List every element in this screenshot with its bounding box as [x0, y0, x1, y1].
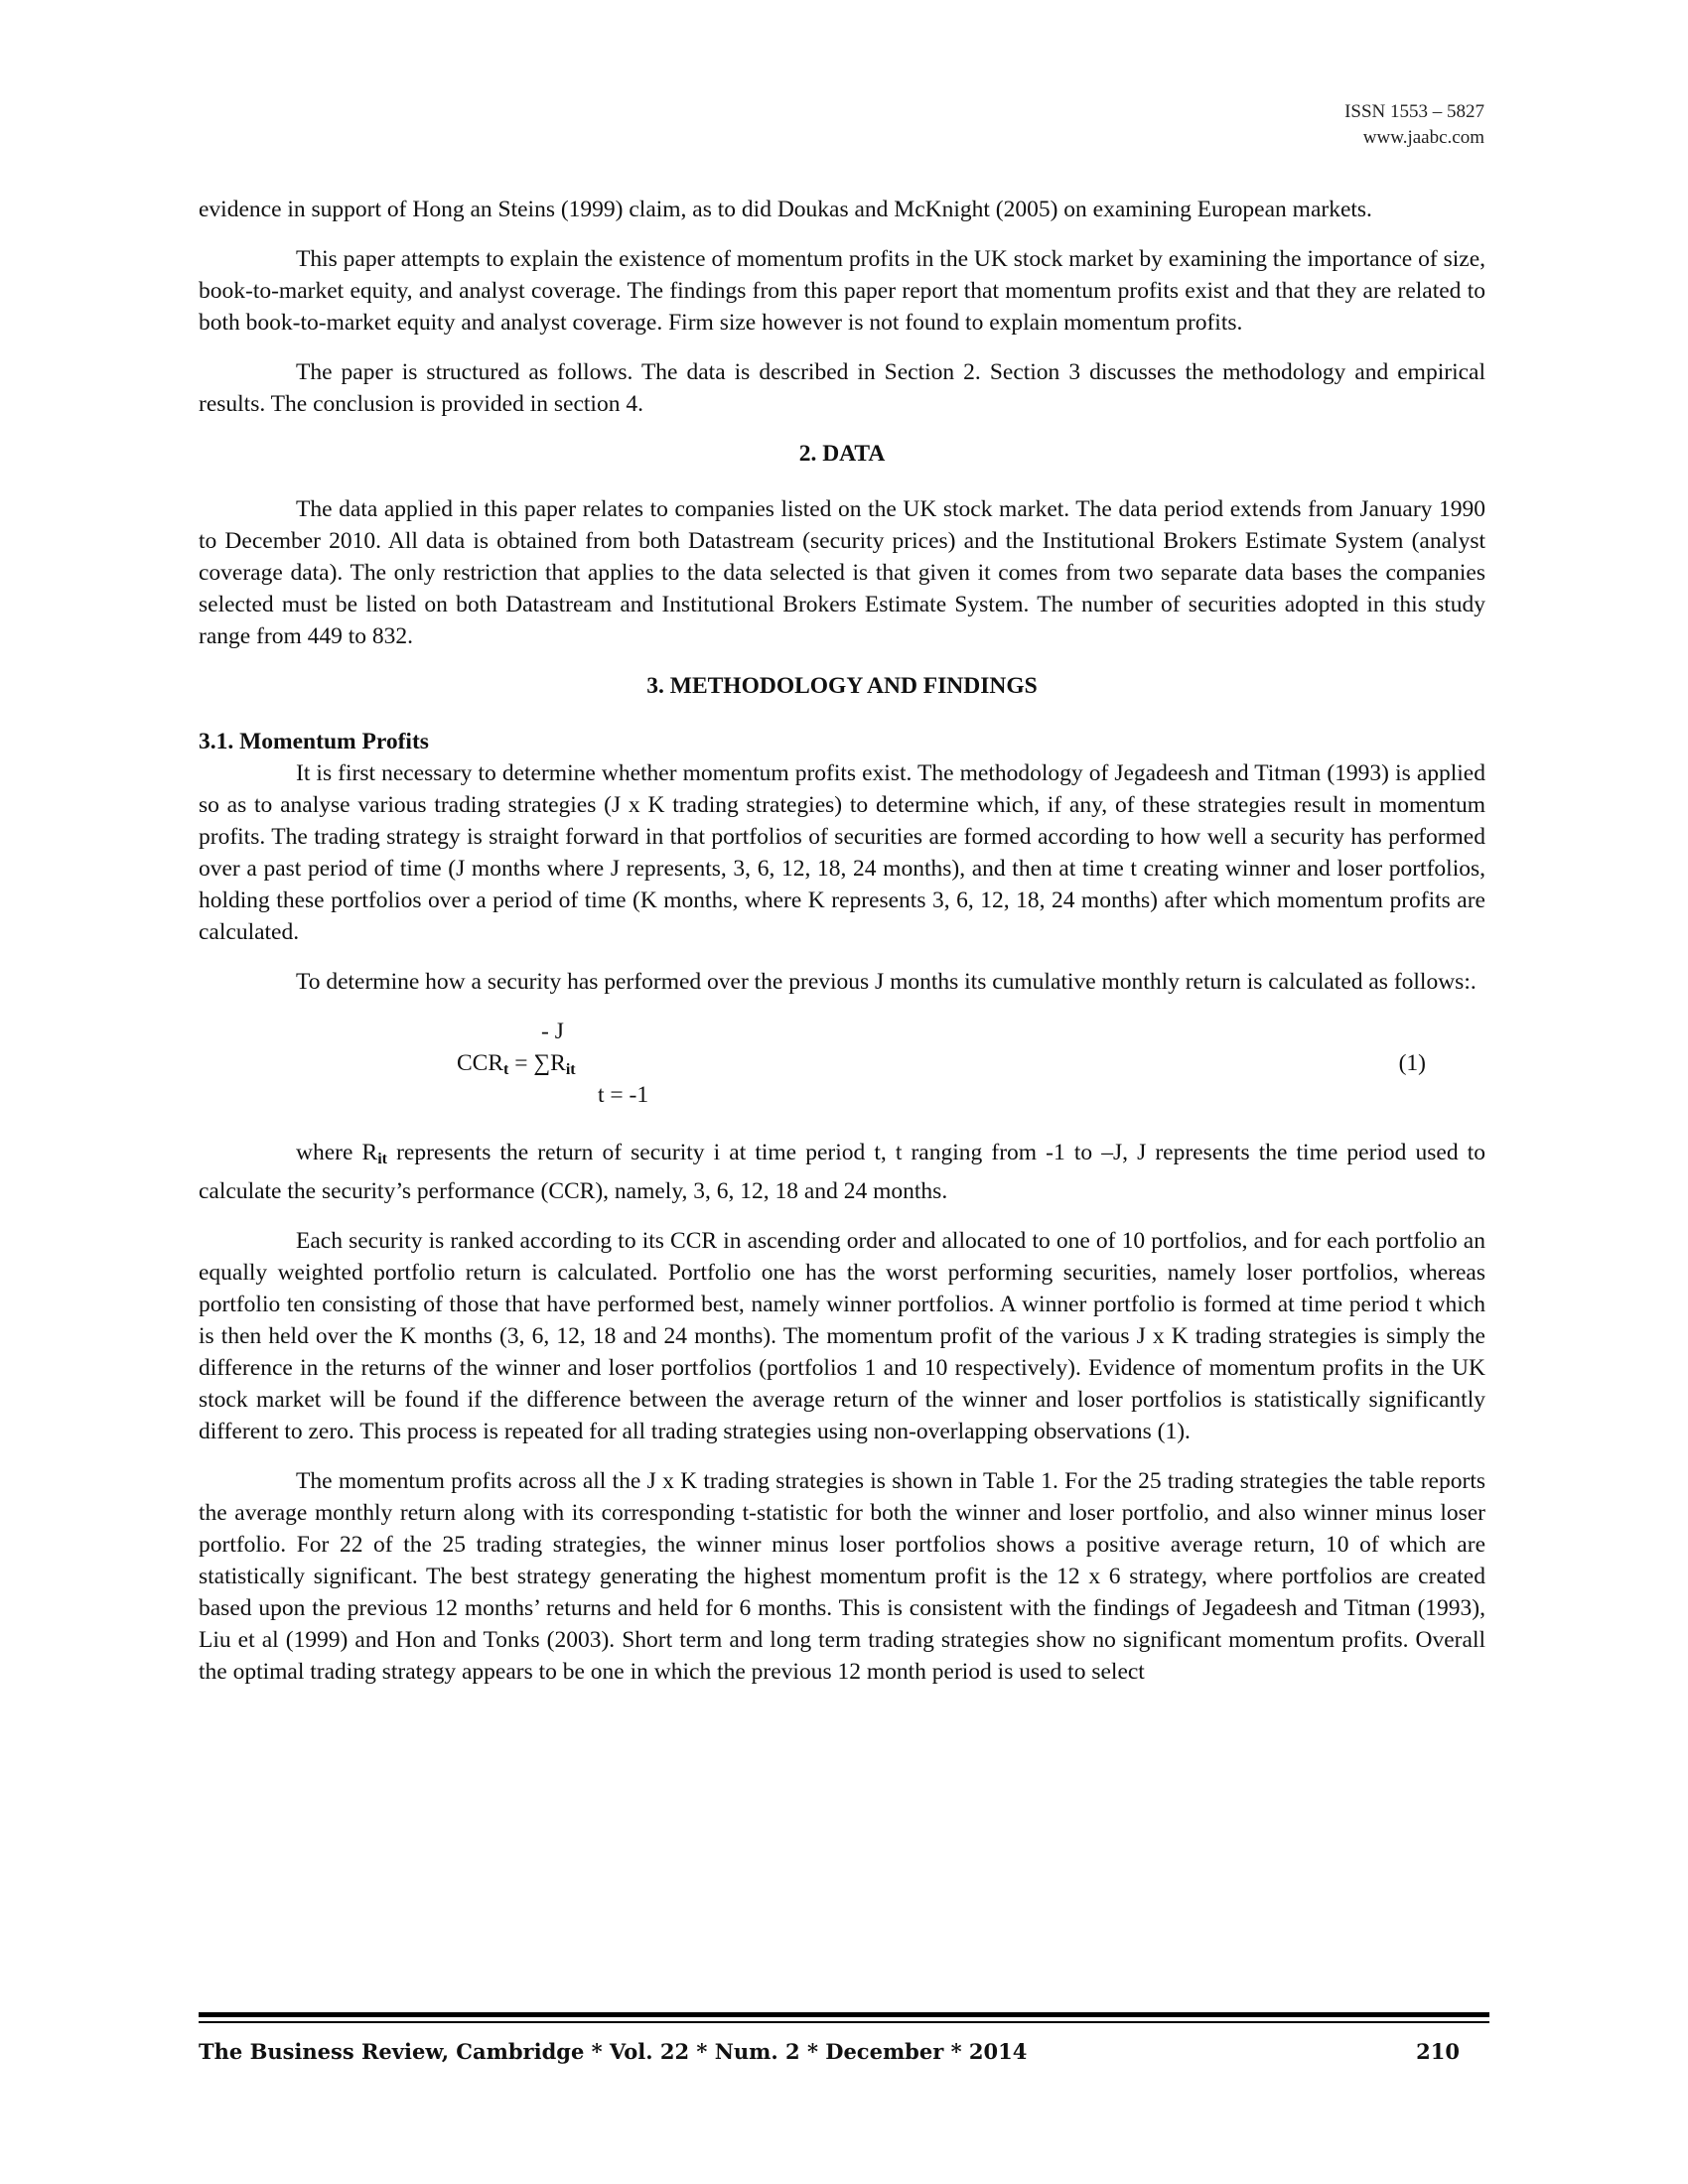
footer-journal: The Business Review, Cambridge * Vol. 22 * Num. 2 * December * 2014: [199, 2039, 1028, 2064]
equation-upper-limit: - J: [541, 1019, 564, 1044]
equation-sum-subscript: it: [565, 1061, 576, 1078]
section-heading-methodology: 3. METHODOLOGY AND FINDINGS: [646, 673, 1038, 699]
paragraph-results: The momentum profits across all the J x K trading strategies is shown in Table 1. For the 25 trading strategies the table reports the average monthly return along with its corresponding t-statistic for both the winner and loser portfolio, and also winner minus loser portfolio. For 22 of the 25 trading strategies, the winner minus loser portfolios shows a positive average return, 10 of which are statistically significant. The best strategy generating the highest momentum profit is the 12 x 6 strategy, where portfolios are created based upon the previous 12 months’ returns and held for 6 months. This is consistent with the findings of Jegadeesh and Titman (1993), Liu et al (1999) and Hon and Tonks (2003). Short term and long term trading strategies show no significant momentum profits. Overall the optimal trading strategy appears to be one in which the previous 12 month period is used to select: [199, 1468, 1485, 1685]
equation-lhs: CCR: [457, 1050, 504, 1076]
section-heading-data: 2. DATA: [798, 441, 886, 467]
paragraph-structure: The paper is structured as follows. The data is described in Section 2. Section 3 discusses the methodology and empirical results. The conclusion is provided in section 4.: [199, 359, 1485, 417]
footer-rule-thin: [199, 2021, 1489, 2023]
footer-rule-thick: [199, 2012, 1489, 2017]
running-header: [1344, 99, 1484, 151]
equation-sum: ∑R: [533, 1050, 566, 1076]
equation-lower-limit: t = -1: [598, 1082, 649, 1108]
website-text: www.jaabc.com: [1362, 127, 1484, 148]
issn-text: ISSN 1553 – 5827: [1344, 101, 1484, 122]
equation-lhs-subscript: t: [503, 1061, 509, 1078]
footer-page-number: 210: [1416, 2039, 1460, 2064]
page-body: [199, 194, 1485, 1706]
explanation-prefix: where R: [296, 1140, 378, 1165]
equation-equals: =: [514, 1050, 528, 1076]
explanation-text: represents the return of security i at time period t, t ranging from -1 to –J, J represents the time period used to calculate the security’s performance (CCR), namely, 3, 6, 12, 18 and 24 months.: [199, 1140, 1485, 1204]
paragraph-continuation: evidence in support of Hong an Steins (1999) claim, as to did Doukas and McKnight (2005) on examining European markets.: [199, 197, 1372, 222]
equation-number: (1): [1398, 1050, 1426, 1076]
paragraph-equation-explanation: [199, 1137, 1485, 1207]
paragraph-ccr-intro: To determine how a security has performed over the previous J months its cumulative monthly return is calculated as follows:.: [296, 969, 1477, 995]
subsection-heading-momentum: 3.1. Momentum Profits: [199, 729, 429, 754]
equation-ccr: [199, 1016, 1485, 1115]
paragraph-ranking: Each security is ranked according to its CCR in ascending order and allocated to one of 10 portfolios, and for each portfolio an equally weighted portfolio return is calculated. Portfolio one has the worst performing securities, namely loser portfolios, whereas portfolio ten consisting of those that have performed best, namely winner portfolios. A winner portfolio is formed at time period t which is then held over the K months (3, 6, 12, 18 and 24 months). The momentum profit of the various J x K trading strategies is simply the difference in the returns of the winner and loser portfolios (portfolios 1 and 10 respectively). Evidence of momentum profits in the UK stock market will be found if the difference between the average return of the winner and loser portfolios is statistically significantly different to zero. This process is repeated for all trading strategies using non-overlapping observations (1).: [199, 1228, 1485, 1444]
paragraph-purpose: This paper attempts to explain the existence of momentum profits in the UK stock market by examining the importance of size, book-to-market equity, and analyst coverage. The findings from this paper report that momentum profits exist and that they are related to both book-to-market equity and analyst coverage. Firm size however is not found to explain momentum profits.: [199, 246, 1485, 336]
explanation-subscript: it: [377, 1151, 387, 1167]
paragraph-data: The data applied in this paper relates to companies listed on the UK stock market. The data period extends from January 1990 to December 2010. All data is obtained from both Datastream (security prices) and the Institutional Brokers Estimate System (analyst coverage data). The only restriction that applies to the data selected is that given it comes from two separate data bases the companies selected must be listed on both Datastream and Institutional Brokers Estimate System. The number of securities adopted in this study range from 449 to 832.: [199, 496, 1485, 649]
equation-main: [457, 1047, 576, 1086]
paragraph-momentum-method: It is first necessary to determine whether momentum profits exist. The methodology of Jegadeesh and Titman (1993) is applied so as to analyse various trading strategies (J x K trading strategies) to determine which, if any, of these strategies result in momentum profits. The trading strategy is straight forward in that portfolios of securities are formed according to how well a security has performed over a past period of time (J months where J represents, 3, 6, 12, 18, 24 months), and then at time t creating winner and loser portfolios, holding these portfolios over a period of time (K months, where K represents 3, 6, 12, 18, 24 months) after which momentum profits are calculated.: [199, 760, 1485, 945]
